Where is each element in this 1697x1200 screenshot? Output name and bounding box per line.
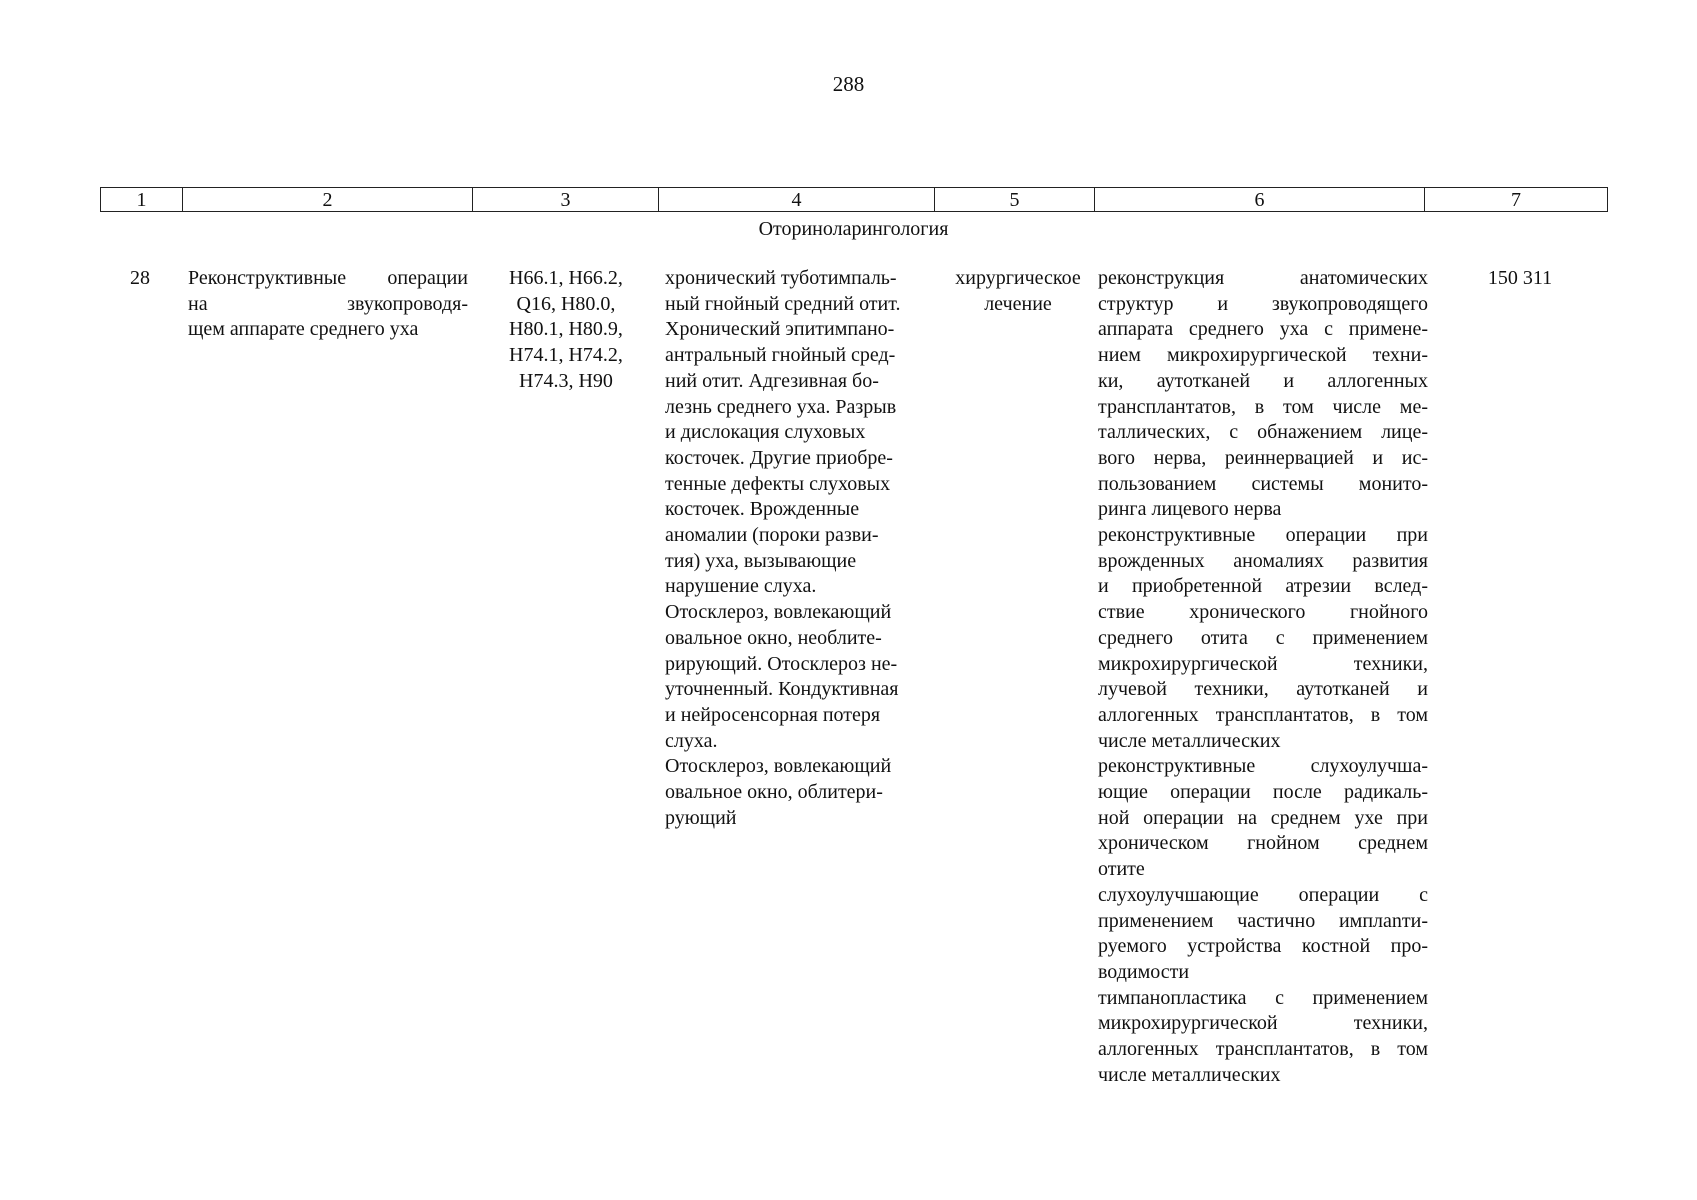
method-line: ной операции на среднем ухе при bbox=[1098, 806, 1428, 829]
column-header-7: 7 bbox=[1425, 188, 1608, 212]
treatment-line: лечение bbox=[984, 292, 1052, 315]
icd-code-line: H74.1, H74.2, bbox=[509, 344, 623, 367]
diagnosis-line: и дислокация слуховых bbox=[665, 421, 866, 444]
method-paragraph bbox=[1098, 266, 1428, 523]
treatment-line: хирургическое bbox=[955, 267, 1081, 289]
column-header-5: 5 bbox=[935, 188, 1095, 212]
row-number: 28 bbox=[130, 267, 150, 289]
section-title: Оториноларингология bbox=[758, 218, 949, 240]
diagnosis-line: лезнь среднего уха. Разрыв bbox=[665, 395, 897, 418]
diagnosis-line: косточек. Врожденные bbox=[665, 498, 860, 521]
diagnosis-line: тия) уха, вызывающие bbox=[665, 549, 857, 572]
diagnosis-text bbox=[665, 266, 933, 831]
method-line: руемого устройства костной про- bbox=[1098, 935, 1428, 958]
method-line: нием микрохирургической техни- bbox=[1098, 344, 1428, 367]
diagnosis-line: тенные дефекты слуховых bbox=[665, 472, 891, 495]
method-paragraph bbox=[1098, 523, 1428, 754]
method-paragraph bbox=[1098, 883, 1428, 986]
column-header-1: 1 bbox=[101, 188, 183, 212]
icd-code-line: H74.3, H90 bbox=[519, 369, 613, 392]
method-line: микрохирургической техники, bbox=[1098, 652, 1428, 675]
method-line: таллических, с обнажением лице- bbox=[1098, 421, 1428, 444]
method-line: хроническом гнойном среднем bbox=[1098, 832, 1428, 855]
diagnosis-line: косточек. Другие приобре- bbox=[665, 446, 893, 469]
method-line: аппарата среднего уха с примене- bbox=[1098, 318, 1428, 341]
method-line: пользованием системы монито- bbox=[1098, 472, 1428, 495]
diagnosis-line: уточненный. Кондуктивная bbox=[665, 678, 899, 701]
icd-code-line: H80.1, H80.9, bbox=[509, 318, 623, 341]
diagnosis-line: хронический туботимпаль- bbox=[665, 267, 897, 289]
operation-name-line: щем аппарате среднего уха bbox=[188, 318, 419, 341]
column-header-2: 2 bbox=[183, 188, 473, 212]
icd-codes bbox=[497, 266, 635, 395]
method-line: врожденных аномалиях развития bbox=[1098, 549, 1428, 572]
diagnosis-line: и нейросенсорная потеря bbox=[665, 703, 881, 726]
diagnosis-line: ний отит. Адгезивная бо- bbox=[665, 369, 879, 392]
method-line: трансплантатов, в том числе ме- bbox=[1098, 395, 1428, 418]
method-line: слухоулучшающие операции с bbox=[1098, 883, 1428, 906]
operation-name-line: на звукопроводя- bbox=[188, 292, 468, 315]
method-line: числе металлических bbox=[1098, 1063, 1281, 1086]
method-line: реконструктивные слухоулучша- bbox=[1098, 755, 1428, 778]
operation-name-line: Реконструктивные операции bbox=[188, 267, 468, 289]
method-line: аллогенных трансплантатов, в том bbox=[1098, 1038, 1428, 1061]
diagnosis-line: Отосклероз, вовлекающий bbox=[665, 601, 892, 624]
method-line: структур и звукопроводящего bbox=[1098, 292, 1428, 315]
method-line: применением частично имплanти- bbox=[1098, 909, 1428, 932]
method-line: числе металлических bbox=[1098, 729, 1281, 752]
page-number: 288 bbox=[832, 72, 865, 96]
treatment-methods bbox=[1098, 266, 1428, 1089]
icd-code-line: Q16, H80.0, bbox=[516, 292, 616, 315]
diagnosis-line: Хронический эпитимпано- bbox=[665, 318, 895, 341]
method-line: микрохирургической техники, bbox=[1098, 1012, 1428, 1035]
diagnosis-line: антральный гнойный сред- bbox=[665, 344, 896, 367]
cost-value: 150 311 bbox=[1487, 267, 1553, 289]
method-paragraph bbox=[1098, 754, 1428, 883]
icd-code-line: H66.1, H66.2, bbox=[509, 267, 623, 289]
operation-name bbox=[188, 266, 468, 343]
method-line: тимпанопластика с применением bbox=[1098, 986, 1428, 1009]
method-line: отите bbox=[1098, 858, 1145, 881]
diagnosis-line: Отосклероз, вовлекающий bbox=[665, 755, 892, 778]
diagnosis-line: овальное окно, облитери- bbox=[665, 781, 883, 804]
method-line: водимости bbox=[1098, 960, 1190, 983]
method-paragraph bbox=[1098, 986, 1428, 1089]
diagnosis-line: слуха. bbox=[665, 729, 718, 752]
diagnosis-line: ный гнойный средний отит. bbox=[665, 292, 901, 315]
method-line: и приобретенной атрезии вслед- bbox=[1098, 575, 1428, 598]
method-line: среднего отита с применением bbox=[1098, 626, 1428, 649]
method-line: реконструкция анатомических bbox=[1098, 267, 1428, 289]
diagnosis-line: рующий bbox=[665, 806, 737, 829]
diagnosis-line: овальное окно, необлите- bbox=[665, 626, 882, 649]
column-number-header bbox=[100, 187, 1608, 212]
method-line: реконструктивные операции при bbox=[1098, 524, 1428, 547]
method-line: ющие операции после радикаль- bbox=[1098, 781, 1428, 804]
diagnosis-line: аномалии (пороки разви- bbox=[665, 524, 879, 547]
diagnosis-line: нарушение слуха. bbox=[665, 575, 817, 598]
method-line: вого нерва, реиннервацией и ис- bbox=[1098, 446, 1428, 469]
method-line: ствие хронического гнойного bbox=[1098, 601, 1428, 624]
method-line: ки, аутотканей и аллогенных bbox=[1098, 369, 1428, 392]
column-header-3: 3 bbox=[473, 188, 659, 212]
method-line: ринга лицевого нерва bbox=[1098, 498, 1282, 521]
column-header-6: 6 bbox=[1095, 188, 1425, 212]
method-line: лучевой техники, аутотканей и bbox=[1098, 678, 1428, 701]
diagnosis-line: рирующий. Отосклероз не- bbox=[665, 652, 898, 675]
treatment-type bbox=[944, 266, 1092, 317]
column-header-4: 4 bbox=[659, 188, 935, 212]
method-line: аллогенных трансплантатов, в том bbox=[1098, 703, 1428, 726]
